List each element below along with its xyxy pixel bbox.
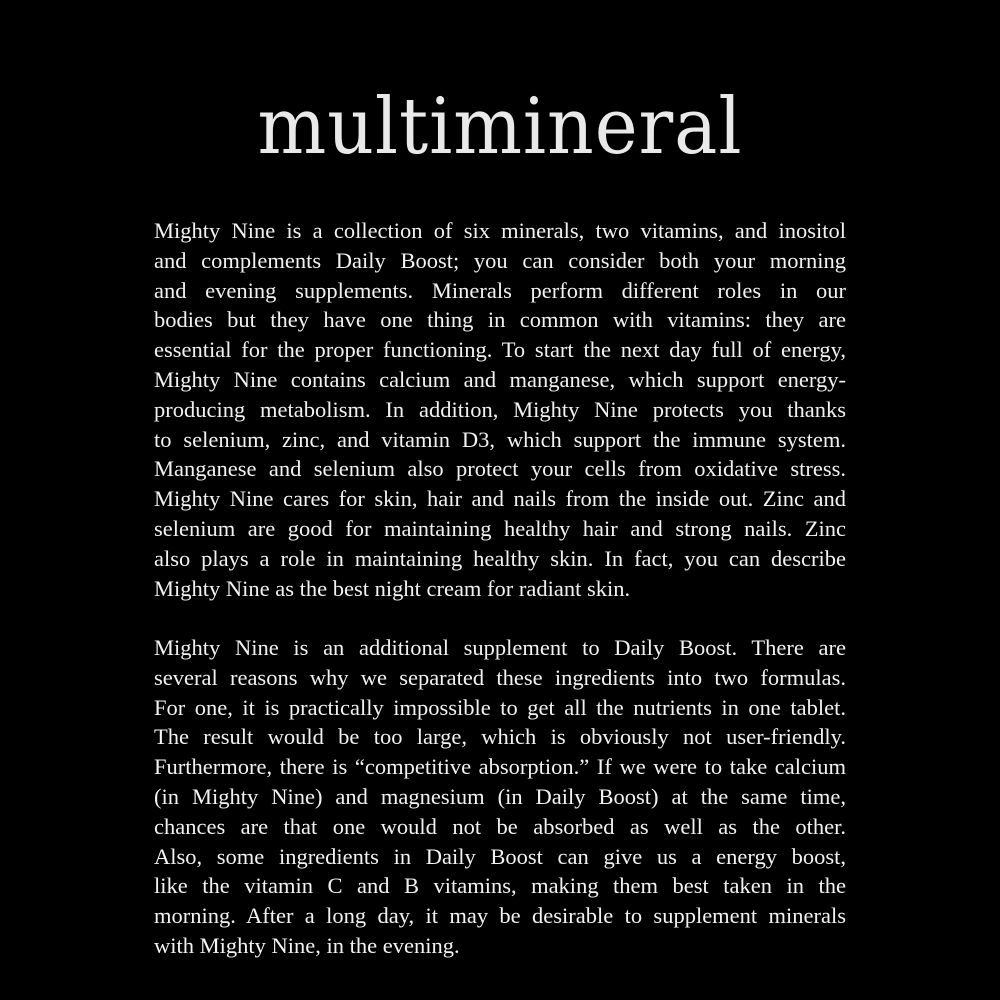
text-line: producing metabolism. In addition, Mighty Nine protects you thanks bbox=[154, 396, 846, 422]
text-line: (in Mighty Nine) and magnesium (in Daily Boost) at the same time, bbox=[154, 783, 846, 809]
text-line: also plays a role in maintaining healthy skin. In fact, you can describe bbox=[154, 545, 846, 571]
text-line: bodies but they have one thing in common with vitamins: they are bbox=[154, 307, 846, 333]
text-line: like the vitamin C and B vitamins, making them best taken in the bbox=[154, 873, 846, 899]
text-line: to selenium, zinc, and vitamin D3, which support the immune system. bbox=[154, 426, 846, 452]
text-line: several reasons why we separated these ingredients into two formulas. bbox=[154, 664, 846, 690]
text-line: Manganese and selenium also protect your cells from oxidative stress. bbox=[154, 456, 846, 482]
page-title: multimineral bbox=[257, 82, 743, 173]
text-line: Mighty Nine is an additional supplement to Daily Boost. There are bbox=[154, 635, 846, 660]
text-line: The result would be too large, which is obviously not user-friendly. bbox=[154, 724, 846, 750]
text-line: selenium are good for maintaining healthy hair and strong nails. Zinc bbox=[154, 515, 846, 541]
paragraph-formulas bbox=[154, 633, 846, 961]
text-line: Furthermore, there is “competitive absorption.” If we were to take calcium bbox=[154, 754, 846, 780]
text-line: Also, some ingredients in Daily Boost can give us a energy boost, bbox=[154, 843, 846, 869]
text-line: chances are that one would not be absorbed as well as the other. bbox=[154, 813, 846, 839]
text-line: and complements Daily Boost; you can consider both your morning bbox=[154, 247, 846, 273]
paragraph-intro bbox=[154, 216, 846, 603]
text-line: morning. After a long day, it may be desirable to supplement minerals bbox=[154, 903, 846, 929]
text-line: with Mighty Nine, in the evening. bbox=[154, 932, 460, 958]
text-line: For one, it is practically impossible to get all the nutrients in one tablet. bbox=[154, 694, 846, 720]
text-line: Mighty Nine cares for skin, hair and nails from the inside out. Zinc and bbox=[154, 486, 846, 512]
text-line: and evening supplements. Minerals perform different roles in our bbox=[154, 277, 846, 303]
text-line: Mighty Nine contains calcium and manganese, which support energy- bbox=[154, 366, 846, 392]
text-line: essential for the proper functioning. To start the next day full of energy, bbox=[154, 337, 846, 363]
text-line: Mighty Nine as the best night cream for radiant skin. bbox=[154, 575, 631, 601]
text-line: Mighty Nine is a collection of six minerals, two vitamins, and inositol bbox=[154, 218, 846, 243]
